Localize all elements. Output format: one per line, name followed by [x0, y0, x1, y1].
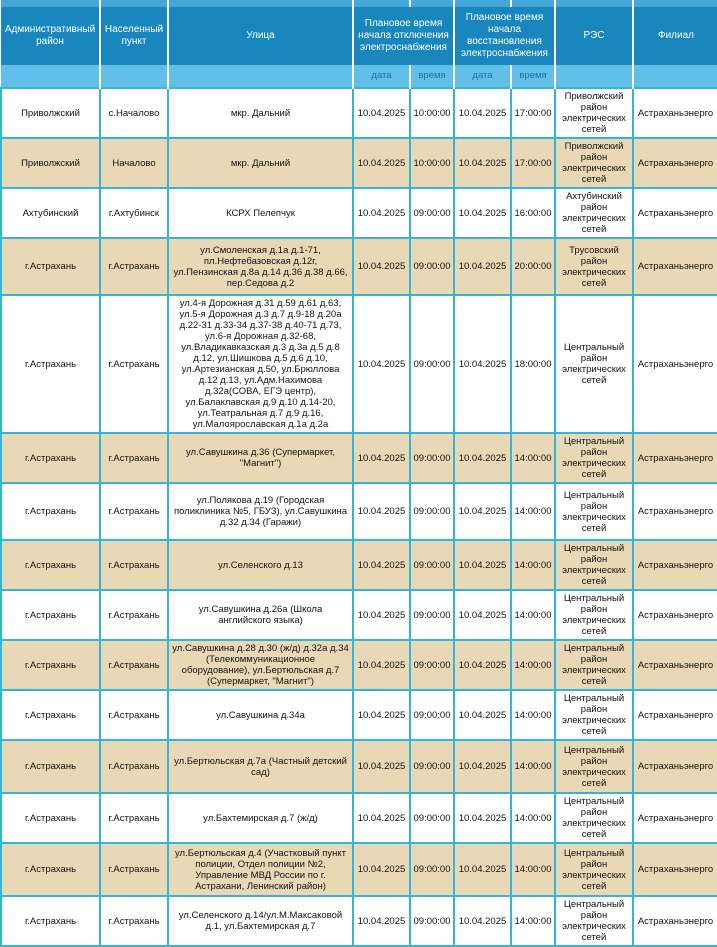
- cell-restore-time: 16:00:00: [511, 188, 555, 238]
- strip-cell: [555, 0, 633, 7]
- subheader-empty: [168, 65, 353, 88]
- cell-settlement: г.Астрахань: [100, 238, 168, 295]
- cell-restore-time: 14:00:00: [511, 540, 555, 590]
- table-row: [1, 138, 717, 188]
- cell-res: Трусовский район электрических сетей: [555, 238, 633, 295]
- cell-admin-district: г.Астрахань: [1, 690, 100, 740]
- cell-restore-date: 10.04.2025: [454, 740, 511, 793]
- cell-outage-date: 10.04.2025: [353, 88, 410, 138]
- header-branch: Филиал: [633, 7, 717, 65]
- cell-branch: Астраханьэнерго: [633, 843, 717, 896]
- strip-cell: [353, 0, 410, 7]
- strip-cell: [100, 0, 168, 7]
- cell-branch: Астраханьэнерго: [633, 640, 717, 690]
- cell-settlement: г.Астрахань: [100, 690, 168, 740]
- cell-res: Приволжский район электрических сетей: [555, 88, 633, 138]
- subheader-empty: [555, 65, 633, 88]
- cell-res: Центральный район электрических сетей: [555, 433, 633, 483]
- cell-street: ул.Селенского д.13: [168, 540, 353, 590]
- cell-outage-time: 10:00:00: [410, 138, 454, 188]
- cell-admin-district: г.Астрахань: [1, 590, 100, 640]
- cell-settlement: г.Астрахань: [100, 843, 168, 896]
- cell-outage-time: 10:00:00: [410, 88, 454, 138]
- cell-outage-date: 10.04.2025: [353, 640, 410, 690]
- header-settlement: Населенный пункт: [100, 7, 168, 65]
- cell-settlement: г.Астрахань: [100, 433, 168, 483]
- cell-street: ул.Бахтемирская д.7 (ж/д): [168, 793, 353, 843]
- cell-street: ул.4-я Дорожная д.31 д.59 д.61 д.63, ул.5-я Дорожная д.3 д.7 д.9-18 д.20а д.22-31 д.33-34 д.37-38 д.40-71 д.73, ул.6-я Дорожная д.32-68, ул.Владикавказская д.3 д.3а д.5 д.8 д.12, ул.Шишкова д.5 д.6 д.10, ул.Артезианская д.50, ул.Брюллова д.12 д.13, ул.Адм.Нахимова д.32а(СОВА, ЕГЭ центр), ул.Балаклавская д.9 д.10 д.14-20, ул.Театральная д.7 д.9 д.16, ул.Малоярославская д.1а д.2а: [168, 295, 353, 433]
- cell-street: ул.Бертюльская д.7а (Частный детский сад): [168, 740, 353, 793]
- table-body: [1, 88, 717, 946]
- cell-restore-time: 20:00:00: [511, 238, 555, 295]
- cell-street: мкр. Дальний: [168, 88, 353, 138]
- cell-res: Центральный район электрических сетей: [555, 640, 633, 690]
- cell-restore-time: 17:00:00: [511, 88, 555, 138]
- cell-settlement: г.Астрахань: [100, 793, 168, 843]
- cell-branch: Астраханьэнерго: [633, 295, 717, 433]
- cell-admin-district: г.Астрахань: [1, 793, 100, 843]
- cell-admin-district: г.Астрахань: [1, 540, 100, 590]
- table-row: [1, 590, 717, 640]
- cell-res: Центральный район электрических сетей: [555, 896, 633, 946]
- cell-outage-date: 10.04.2025: [353, 433, 410, 483]
- cell-street: ул.Савушкина д.26а (Школа английского языка): [168, 590, 353, 640]
- header-outage-start-group: Плановое время начала отключения электроснабжения: [353, 7, 454, 65]
- cell-street: ул.Смоленская д.1а д.1-71, пл.Нефтебазовская д.12г, ул.Пензинская д.8а д.14 д.36 д.38 д.66, пер.Седова д.2: [168, 238, 353, 295]
- cell-branch: Астраханьэнерго: [633, 690, 717, 740]
- cell-branch: Астраханьэнерго: [633, 590, 717, 640]
- cell-outage-time: 09:00:00: [410, 540, 454, 590]
- header-admin-district: Административный район: [1, 7, 100, 65]
- strip-cell: [633, 0, 717, 7]
- cell-res: Центральный район электрических сетей: [555, 690, 633, 740]
- cell-branch: Астраханьэнерго: [633, 238, 717, 295]
- cell-outage-time: 09:00:00: [410, 188, 454, 238]
- cell-outage-date: 10.04.2025: [353, 483, 410, 540]
- header-sub-row: [1, 65, 717, 88]
- cell-admin-district: г.Астрахань: [1, 640, 100, 690]
- table-row: [1, 433, 717, 483]
- cell-outage-date: 10.04.2025: [353, 295, 410, 433]
- table-row: [1, 188, 717, 238]
- cell-street: мкр. Дальний: [168, 138, 353, 188]
- cell-res: Центральный район электрических сетей: [555, 843, 633, 896]
- cell-restore-time: 14:00:00: [511, 483, 555, 540]
- cell-outage-date: 10.04.2025: [353, 540, 410, 590]
- cell-outage-date: 10.04.2025: [353, 590, 410, 640]
- cell-res: Центральный район электрических сетей: [555, 740, 633, 793]
- subheader-outage-date: дата: [353, 65, 410, 88]
- cell-outage-date: 10.04.2025: [353, 238, 410, 295]
- table-row: [1, 238, 717, 295]
- cell-restore-date: 10.04.2025: [454, 238, 511, 295]
- cell-outage-time: 09:00:00: [410, 590, 454, 640]
- cell-restore-date: 10.04.2025: [454, 138, 511, 188]
- cell-street: ул.Полякова д.19 (Городская поликлиника №5, ГБУЗ), ул.Савушкина д.32 д.34 (Гаражи): [168, 483, 353, 540]
- cell-restore-time: 14:00:00: [511, 793, 555, 843]
- subheader-empty: [633, 65, 717, 88]
- cell-street: ул.Селенского д.14/ул.М.Максаковой д.1, ул.Бахтемирская д.7: [168, 896, 353, 946]
- cell-outage-date: 10.04.2025: [353, 793, 410, 843]
- header-street: Улица: [168, 7, 353, 65]
- cell-branch: Астраханьэнерго: [633, 793, 717, 843]
- table-row: [1, 483, 717, 540]
- cell-restore-date: 10.04.2025: [454, 690, 511, 740]
- cell-street: ул.Савушкина д.28 д.30 (ж/д) д.32а д.34 (Телекоммуникационное оборудование), ул.Бертюльская д.7 (Супермаркет, "Магнит"): [168, 640, 353, 690]
- cell-admin-district: г.Астрахань: [1, 843, 100, 896]
- cell-outage-time: 09:00:00: [410, 483, 454, 540]
- cell-restore-time: 14:00:00: [511, 690, 555, 740]
- cell-admin-district: г.Астрахань: [1, 238, 100, 295]
- cell-street: КСРХ Пелепчук: [168, 188, 353, 238]
- cell-settlement: г.Астрахань: [100, 295, 168, 433]
- cell-restore-date: 10.04.2025: [454, 590, 511, 640]
- table-row: [1, 740, 717, 793]
- cell-settlement: г.Астрахань: [100, 483, 168, 540]
- cell-restore-time: 17:00:00: [511, 138, 555, 188]
- cell-restore-time: 14:00:00: [511, 640, 555, 690]
- cell-restore-time: 14:00:00: [511, 896, 555, 946]
- strip-cell: [1, 0, 100, 7]
- cell-admin-district: г.Астрахань: [1, 740, 100, 793]
- cell-res: Центральный район электрических сетей: [555, 295, 633, 433]
- cell-restore-time: 14:00:00: [511, 433, 555, 483]
- table-row: [1, 793, 717, 843]
- cell-res: Приволжский район электрических сетей: [555, 138, 633, 188]
- header-main-row: [1, 7, 717, 65]
- cell-outage-time: 09:00:00: [410, 740, 454, 793]
- cell-outage-date: 10.04.2025: [353, 896, 410, 946]
- cell-res: Центральный район электрических сетей: [555, 590, 633, 640]
- cell-outage-time: 09:00:00: [410, 433, 454, 483]
- table-row: [1, 690, 717, 740]
- cell-outage-time: 09:00:00: [410, 843, 454, 896]
- cell-settlement: г.Астрахань: [100, 640, 168, 690]
- cell-street: ул.Савушкина д.36 (Супермаркет, "Магнит"): [168, 433, 353, 483]
- table-row: [1, 88, 717, 138]
- header-top-strip: [1, 0, 717, 7]
- cell-admin-district: г.Астрахань: [1, 433, 100, 483]
- cell-res: Ахтубинский район электрических сетей: [555, 188, 633, 238]
- cell-restore-date: 10.04.2025: [454, 188, 511, 238]
- cell-settlement: г.Ахтубинск: [100, 188, 168, 238]
- cell-res: Центральный район электрических сетей: [555, 540, 633, 590]
- cell-restore-time: 18:00:00: [511, 295, 555, 433]
- cell-outage-time: 09:00:00: [410, 896, 454, 946]
- cell-restore-time: 14:00:00: [511, 740, 555, 793]
- cell-outage-date: 10.04.2025: [353, 843, 410, 896]
- strip-cell: [410, 0, 454, 7]
- cell-branch: Астраханьэнерго: [633, 138, 717, 188]
- header-res: РЭС: [555, 7, 633, 65]
- cell-outage-date: 10.04.2025: [353, 138, 410, 188]
- cell-restore-date: 10.04.2025: [454, 640, 511, 690]
- cell-settlement: г.Астрахань: [100, 740, 168, 793]
- table-row: [1, 295, 717, 433]
- cell-outage-date: 10.04.2025: [353, 690, 410, 740]
- subheader-restore-date: дата: [454, 65, 511, 88]
- cell-admin-district: г.Астрахань: [1, 896, 100, 946]
- cell-street: ул.Савушкина д.34а: [168, 690, 353, 740]
- cell-restore-date: 10.04.2025: [454, 540, 511, 590]
- cell-outage-date: 10.04.2025: [353, 740, 410, 793]
- strip-cell: [454, 0, 511, 7]
- subheader-outage-time: время: [410, 65, 454, 88]
- subheader-empty: [100, 65, 168, 88]
- cell-branch: Астраханьэнерго: [633, 740, 717, 793]
- cell-outage-time: 09:00:00: [410, 238, 454, 295]
- cell-restore-date: 10.04.2025: [454, 88, 511, 138]
- cell-outage-time: 09:00:00: [410, 793, 454, 843]
- subheader-empty: [1, 65, 100, 88]
- cell-restore-date: 10.04.2025: [454, 433, 511, 483]
- header-restore-start-group: Плановое время начала восстановления электроснабжения: [454, 7, 555, 65]
- cell-branch: Астраханьэнерго: [633, 540, 717, 590]
- cell-branch: Астраханьэнерго: [633, 188, 717, 238]
- cell-settlement: Началово: [100, 138, 168, 188]
- cell-branch: Астраханьэнерго: [633, 896, 717, 946]
- cell-restore-date: 10.04.2025: [454, 295, 511, 433]
- strip-cell: [168, 0, 353, 7]
- cell-restore-date: 10.04.2025: [454, 896, 511, 946]
- table-row: [1, 640, 717, 690]
- strip-cell: [511, 0, 555, 7]
- cell-settlement: г.Астрахань: [100, 540, 168, 590]
- cell-settlement: с.Началово: [100, 88, 168, 138]
- cell-outage-time: 09:00:00: [410, 640, 454, 690]
- table-row: [1, 540, 717, 590]
- cell-settlement: г.Астрахань: [100, 896, 168, 946]
- cell-branch: Астраханьэнерго: [633, 483, 717, 540]
- cell-settlement: г.Астрахань: [100, 590, 168, 640]
- cell-restore-time: 14:00:00: [511, 590, 555, 640]
- table-header: [1, 0, 717, 88]
- cell-restore-date: 10.04.2025: [454, 843, 511, 896]
- cell-outage-date: 10.04.2025: [353, 188, 410, 238]
- table-row: [1, 843, 717, 896]
- cell-res: Центральный район электрических сетей: [555, 483, 633, 540]
- cell-outage-time: 09:00:00: [410, 690, 454, 740]
- cell-street: ул.Бертюльская д.4 (Участковый пункт полиции, Отдел полиции №2, Управление МВД России по г. Астрахани, Ленинский район): [168, 843, 353, 896]
- cell-admin-district: Приволжский: [1, 88, 100, 138]
- subheader-restore-time: время: [511, 65, 555, 88]
- cell-restore-date: 10.04.2025: [454, 483, 511, 540]
- cell-outage-time: 09:00:00: [410, 295, 454, 433]
- table-row: [1, 896, 717, 946]
- cell-restore-time: 14:00:00: [511, 843, 555, 896]
- cell-admin-district: Приволжский: [1, 138, 100, 188]
- cell-admin-district: Ахтубинский: [1, 188, 100, 238]
- cell-admin-district: г.Астрахань: [1, 483, 100, 540]
- cell-branch: Астраханьэнерго: [633, 88, 717, 138]
- cell-restore-date: 10.04.2025: [454, 793, 511, 843]
- cell-res: Центральный район электрических сетей: [555, 793, 633, 843]
- cell-branch: Астраханьэнерго: [633, 433, 717, 483]
- cell-admin-district: г.Астрахань: [1, 295, 100, 433]
